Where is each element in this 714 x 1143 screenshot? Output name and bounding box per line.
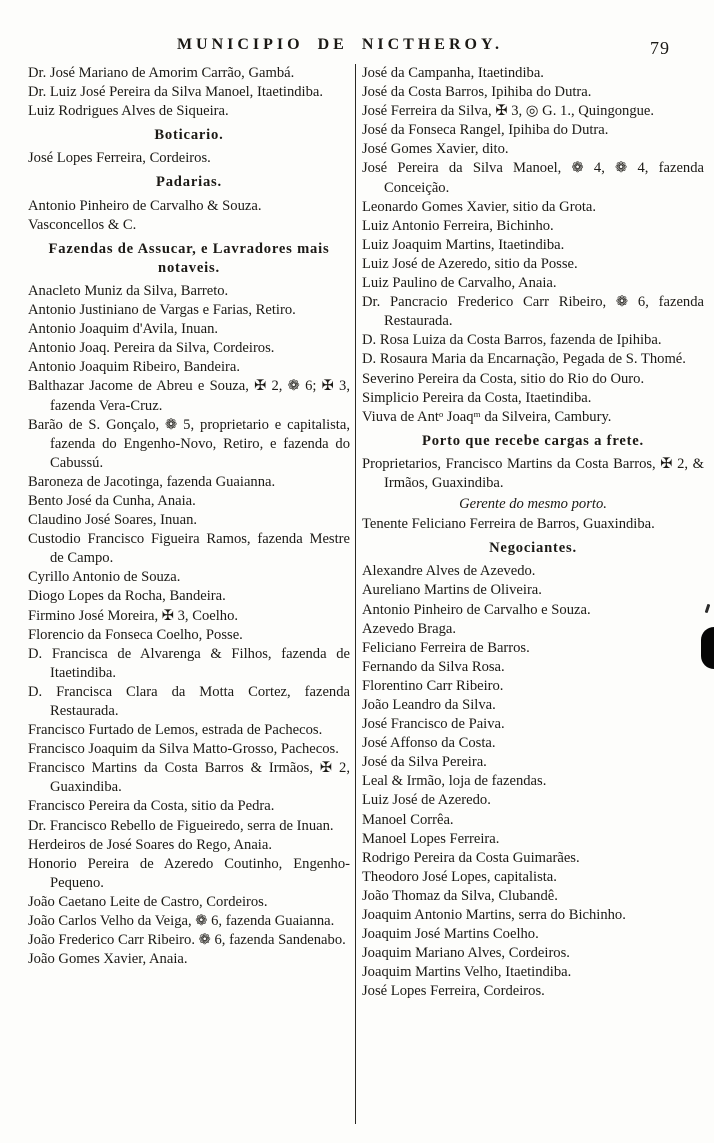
right-column [356,64,704,1124]
directory-entry: D. Francisca Clara da Motta Cortez, fazenda Restaurada. [28,683,350,719]
directory-entry: Vasconcellos & C. [28,216,137,233]
directory-entry: João Carlos Velho da Veiga, ❁ 6, fazenda Guaianna. [28,913,335,930]
directory-entry: Anacleto Muniz da Silva, Barreto. [28,282,229,299]
directory-entry: Luiz José de Azeredo, sitio da Posse. [362,255,578,272]
directory-entry: José da Silva Pereira. [362,754,487,771]
directory-entry: Francisco Furtado de Lemos, estrada de Pachecos. [28,722,323,739]
directory-entry: Luiz Antonio Ferreira, Bichinho. [362,217,554,234]
section-heading: Padarias. [156,174,222,191]
directory-entry: Theodoro José Lopes, capitalista. [362,868,557,885]
directory-entry: José Francisco de Paiva. [362,716,505,733]
directory-entry: Fernando da Silva Rosa. [362,658,505,675]
directory-entry: D. Francisca de Alvarenga & Filhos, fazenda de Itaetindiba. [28,645,350,681]
section-heading: Negociantes. [489,540,577,557]
ink-speck [705,604,711,613]
directory-entry: Joaquim José Martins Coelho. [362,926,539,943]
directory-entry: Balthazar Jacome de Abreu e Souza, ✠ 2, ❁ 6; ✠ 3, fazenda Vera-Cruz. [28,378,350,414]
directory-entry: Antonio Joaquim d'Avila, Inuan. [28,321,219,338]
directory-entry: José da Costa Barros, Ipihiba do Dutra. [362,84,592,101]
directory-entry: Custodio Francisco Figueira Ramos, fazenda Mestre de Campo. [28,531,350,567]
directory-entry: João Thomaz da Silva, Clubandê. [362,887,558,904]
directory-entry: Firmino José Moreira, ✠ 3, Coelho. [28,607,239,624]
directory-entry: Cyrillo Antonio de Souza. [28,569,181,586]
section-heading: Gerente do mesmo porto. [459,496,607,513]
directory-entry: Aureliano Martins de Oliveira. [362,582,542,599]
directory-entry: Florencio da Fonseca Coelho, Posse. [28,626,243,643]
directory-entry: Luiz Rodrigues Alves de Siqueira. [28,103,229,120]
directory-entry: Joaquim Antonio Martins, serra do Bichinho. [362,907,626,924]
directory-entry: Azevedo Braga. [362,620,457,637]
directory-entry: Claudino José Soares, Inuan. [28,512,198,529]
directory-entry: Joaquim Mariano Alves, Cordeiros. [362,945,570,962]
directory-entry: Feliciano Ferreira de Barros. [362,639,530,656]
directory-entry: Proprietarios, Francisco Martins da Costa Barros, ✠ 2, & Irmãos, Guaxindiba. [362,455,704,491]
directory-entry: Alexandre Alves de Azevedo. [362,563,536,580]
directory-entry: Manoel Corrêa. [362,811,454,828]
directory-entry: José Lopes Ferreira, Cordeiros. [28,150,211,167]
directory-entry: Leonardo Gomes Xavier, sitio da Grota. [362,198,597,215]
directory-entry: Florentino Carr Ribeiro. [362,677,504,694]
directory-entry: José Ferreira da Silva, ✠ 3, ◎ G. 1., Quingongue. [362,103,655,120]
directory-entry: Bento José da Cunha, Anaia. [28,492,196,509]
directory-entry: Leal & Irmão, loja de fazendas. [362,773,547,790]
directory-entry: Baroneza de Jacotinga, fazenda Guaianna. [28,473,276,490]
directory-entry: Dr. Francisco Rebello de Figueiredo, serra de Inuan. [28,817,334,834]
directory-entry: João Caetano Leite de Castro, Cordeiros. [28,893,268,910]
directory-entry: João Leandro da Silva. [362,697,496,713]
directory-entry: Luiz Joaquim Martins, Itaetindiba. [362,236,565,253]
directory-entry: D. Rosaura Maria da Encarnação, Pegada de S. Thomé. [362,351,686,368]
ink-blot [701,627,714,669]
directory-entry: Francisco Pereira da Costa, sitio da Pedra. [28,798,275,815]
section-heading: Fazendas de Assucar, e Lavradores mais notaveis. [48,240,330,276]
directory-entry: José Gomes Xavier, dito. [362,141,509,158]
directory-entry: Diogo Lopes da Rocha, Bandeira. [28,588,226,605]
directory-entry: Simplicio Pereira da Costa, Itaetindiba. [362,389,592,406]
directory-entry: José da Campanha, Itaetindiba. [362,65,544,81]
directory-entry: Joaquim Martins Velho, Itaetindiba. [362,964,572,981]
directory-entry: Francisco Joaquim da Silva Matto-Grosso, Pachecos. [28,741,339,758]
left-column [28,64,356,1124]
section-heading: Porto que recebe cargas a frete. [422,432,644,449]
directory-entry: Dr. José Mariano de Amorim Carrão, Gambá. [28,65,295,81]
directory-entry: Antonio Justiniano de Vargas e Farias, Retiro. [28,302,296,319]
directory-entry: Luiz José de Azeredo. [362,792,491,809]
page-header [0,36,680,54]
directory-entry: D. Rosa Luiza da Costa Barros, fazenda de Ipihiba. [362,332,662,349]
page-title: MUNICIPIO DE NICTHEROY. [176,36,504,53]
directory-entry: Tenente Feliciano Ferreira de Barros, Guaxindiba. [362,516,655,533]
directory-entry: Barão de S. Gonçalo, ❁ 5, proprietario e capitalista, fazenda do Engenho-Novo, Retiro, e fazenda do Cabussú. [28,416,350,471]
directory-entry: José Affonso da Costa. [362,735,496,752]
section-heading: Boticario. [154,127,224,144]
directory-entry: Dr. Pancracio Frederico Carr Ribeiro, ❁ 6, fazenda Restaurada. [362,294,704,330]
directory-entry: João Gomes Xavier, Anaia. [28,951,188,968]
directory-entry: Viuva de Antᵒ Joaqᵐ da Silveira, Cambury. [362,408,612,425]
directory-entry: Manoel Lopes Ferreira. [362,830,500,847]
directory-entry: Luiz Paulino de Carvalho, Anaia. [362,275,557,292]
directory-entry: Dr. Luiz José Pereira da Silva Manoel, Itaetindiba. [28,84,324,101]
directory-entry: Antonio Joaquim Ribeiro, Bandeira. [28,359,240,376]
directory-entry: Honorio Pereira de Azeredo Coutinho, Engenho-Pequeno. [28,855,350,891]
directory-entry: João Frederico Carr Ribeiro. ❁ 6, fazenda Sandenabo. [28,932,346,949]
directory-entry: Rodrigo Pereira da Costa Guimarães. [362,849,580,866]
directory-entry: Francisco Martins da Costa Barros & Irmãos, ✠ 2, Guaxindiba. [28,760,350,796]
directory-entry: Herdeiros de José Soares do Rego, Anaia. [28,836,272,853]
directory-entry: José da Fonseca Rangel, Ipihiba do Dutra. [362,122,609,139]
directory-entry: Antonio Pinheiro de Carvalho & Souza. [28,197,262,214]
directory-entry: Severino Pereira da Costa, sitio do Rio do Ouro. [362,370,645,387]
directory-entry: Antonio Joaq. Pereira da Silva, Cordeiros. [28,340,275,357]
directory-entry: José Lopes Ferreira, Cordeiros. [362,983,545,1000]
directory-entry: José Pereira da Silva Manoel, ❁ 4, ❁ 4, fazenda Conceição. [362,160,704,196]
page-number: 79 [650,38,670,58]
directory-entry: Antonio Pinheiro de Carvalho e Souza. [362,601,591,618]
directory-columns [28,64,704,1124]
